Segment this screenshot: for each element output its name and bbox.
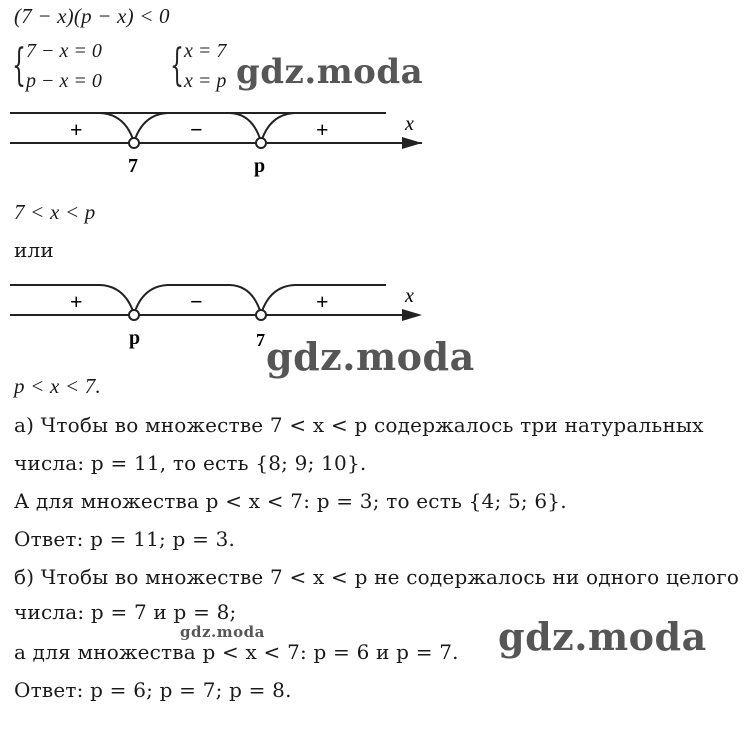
system-1-eq-b: p − x = 0: [26, 70, 102, 92]
point-label-1: 7: [128, 155, 138, 177]
point-label-2: 7: [256, 330, 265, 350]
part-a-line-1: а) Чтобы во множестве 7 < x < p содержалось три натуральных: [14, 413, 704, 437]
axis-label: x: [405, 285, 414, 307]
sign-mid: −: [190, 289, 203, 314]
part-b-line-3: а для множества p < x < 7: p = 6 и p = 7.: [14, 640, 459, 664]
axis-arrow-icon: [402, 309, 422, 321]
sign-right: +: [316, 117, 329, 142]
sign-right: +: [316, 289, 329, 314]
system-2-eq-b: x = p: [184, 70, 227, 92]
number-line-1: [0, 100, 440, 180]
open-point-icon: [256, 138, 266, 148]
system-2-eq-a: x = 7: [184, 40, 227, 62]
axis-arrow-icon: [402, 137, 422, 149]
part-b-line-1: б) Чтобы во множестве 7 < x < p не содержалось ни одного целого: [14, 565, 740, 589]
point-label-1: p: [129, 327, 141, 349]
watermark: gdz.moda: [236, 52, 424, 92]
watermark: gdz.moda: [266, 334, 475, 379]
part-b-line-2: числа: p = 7 и p = 8;: [14, 600, 237, 624]
or-word: или: [14, 238, 54, 262]
watermark: gdz.moda: [180, 623, 265, 641]
interval-2: p < x < 7.: [14, 374, 101, 398]
inequality: (7 − x)(p − x) < 0: [14, 4, 170, 28]
system-1: [12, 38, 142, 98]
part-a-answer: Ответ: p = 11; p = 3.: [14, 527, 236, 551]
open-point-icon: [256, 310, 266, 320]
open-point-icon: [129, 138, 139, 148]
sign-left: +: [70, 117, 83, 142]
sign-left: +: [70, 289, 83, 314]
interval-1: 7 < x < p: [14, 200, 96, 224]
sign-mid: −: [190, 117, 203, 142]
axis-label: x: [405, 113, 414, 135]
part-a-line-2: числа: p = 11, то есть {8; 9; 10}.: [14, 451, 367, 475]
system-1-eq-a: 7 − x = 0: [26, 40, 102, 62]
open-point-icon: [129, 310, 139, 320]
part-a-line-3: А для множества p < x < 7: p = 3; то есть {4; 5; 6}.: [14, 489, 567, 513]
watermark: gdz.moda: [498, 614, 707, 659]
part-b-answer: Ответ: p = 6; p = 7; p = 8.: [14, 678, 292, 702]
point-label-2: p: [254, 155, 266, 177]
brace-icon: {: [170, 40, 184, 91]
brace-icon: {: [12, 40, 26, 91]
